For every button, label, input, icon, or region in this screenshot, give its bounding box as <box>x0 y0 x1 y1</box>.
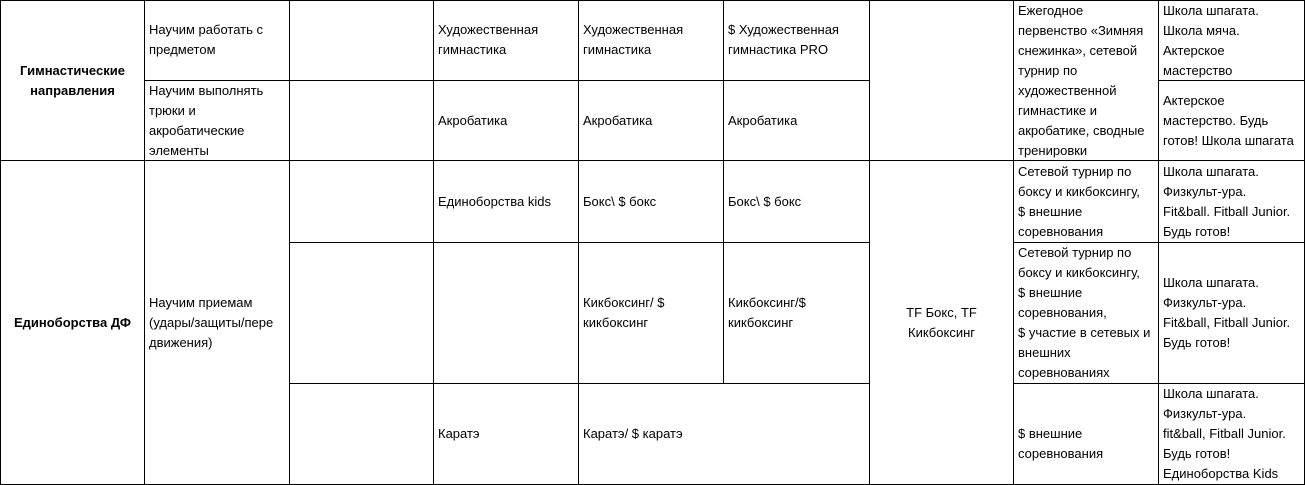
text-line: Кикбоксинг/$ <box>728 295 806 310</box>
text-line: соревнования <box>1018 223 1104 239</box>
text-line: Будь готов! <box>1163 335 1231 350</box>
text-line: Каратэ <box>438 426 480 441</box>
text-line: боксу и кикбоксингу, <box>1018 183 1140 199</box>
text-line: Научим работать с <box>149 22 263 37</box>
text-line: художественной <box>1018 83 1117 98</box>
text-line: акробатике, сводные <box>1018 123 1145 138</box>
level1-rhythmic <box>433 0 579 81</box>
text-line: Школа шпагата. <box>1163 275 1259 290</box>
text-line: мастерство <box>1163 63 1233 78</box>
empty-cell <box>289 242 434 384</box>
category-line: Единоборства ДФ <box>13 314 132 330</box>
text-line: Художественная <box>438 22 539 37</box>
extras-rhythmic <box>1158 0 1305 81</box>
text-line: Научим выполнять <box>149 82 264 98</box>
events-gymnastics <box>1013 0 1159 161</box>
text-line: Ежегодное <box>1018 3 1084 18</box>
text-line: Единоборства Kids <box>1163 466 1279 481</box>
text-line: соревнования, <box>1018 305 1107 320</box>
text-line: Художественная <box>583 22 684 37</box>
text-line: готов! Школа шпагата <box>1163 132 1294 148</box>
text-line: Акробатика <box>438 112 508 128</box>
empty-cell <box>433 242 579 384</box>
text-line: Бокс\ $ бокс <box>583 193 657 209</box>
text-line: Будь готов! <box>1163 223 1231 239</box>
level2-karate <box>578 383 870 485</box>
level2-boxing <box>578 160 724 243</box>
text-line: $ участие в сетевых и <box>1018 325 1151 340</box>
text-line: fit&ball, Fitball Junior. <box>1163 426 1286 441</box>
category-martial <box>0 160 145 485</box>
text-line: гимнастика <box>438 42 507 57</box>
tf-martial <box>869 160 1014 485</box>
category-gymnastics <box>0 0 145 161</box>
text-line: $ Художественная <box>728 22 839 37</box>
text-line: Кикбоксинг <box>908 324 975 340</box>
extras-kickboxing <box>1158 242 1305 384</box>
text-line: Fit&ball. Fitball Junior. <box>1163 203 1291 219</box>
text-line: Fit&ball, Fitball Junior. <box>1163 315 1291 330</box>
text-line: гимнастика <box>583 42 652 57</box>
text-line: первенство «Зимняя <box>1018 23 1144 38</box>
events-boxing <box>1013 160 1159 243</box>
text-line: снежинка», сетевой <box>1018 43 1138 58</box>
text-line: турнир по <box>1018 63 1078 78</box>
level2-acrobatics <box>578 80 724 161</box>
text-line: Физкульт-ура. <box>1163 183 1247 199</box>
text-line: кикбоксинг <box>583 315 649 330</box>
text-line: Школа шпагата. <box>1163 163 1259 179</box>
text-line: акробатические <box>149 122 245 138</box>
empty-cell <box>869 0 1014 161</box>
text-line: Бокс\ $ бокс <box>728 193 802 209</box>
events-kickboxing <box>1013 242 1159 384</box>
text-line: движения) <box>149 334 213 350</box>
level2-kickboxing <box>578 242 724 384</box>
text-line: Школа шпагата. <box>1163 386 1259 401</box>
text-line: Школа мяча. <box>1163 23 1240 38</box>
text-line: гимнастике и <box>1018 103 1098 118</box>
text-line: соревнования <box>1018 446 1104 461</box>
extras-boxing <box>1158 160 1305 243</box>
text-line: Кикбоксинг/ $ <box>583 295 665 310</box>
text-line: Актерское <box>1163 92 1225 108</box>
text-line: элементы <box>149 142 209 158</box>
text-line: TF Бокс, TF <box>906 304 977 320</box>
text-line: $ внешние <box>1018 285 1083 300</box>
text-line: Физкульт-ура. <box>1163 406 1247 421</box>
text-line: Сетевой турнир по <box>1018 163 1132 179</box>
empty-cell <box>289 383 434 485</box>
empty-cell <box>289 0 434 81</box>
text-line: (удары/защиты/пере <box>149 314 274 330</box>
events-karate <box>1013 383 1159 485</box>
text-line: Сетевой турнир по <box>1018 245 1132 260</box>
goal-rhythmic <box>144 0 290 81</box>
text-line: Научим приемам <box>149 294 253 310</box>
text-line: внешних <box>1018 345 1071 360</box>
level1-boxing <box>433 160 579 243</box>
level3-acrobatics <box>723 80 870 161</box>
text-line: предметом <box>149 42 216 57</box>
text-line: $ внешние <box>1018 426 1083 441</box>
text-line: $ внешние <box>1018 203 1083 219</box>
level3-rhythmic <box>723 0 870 81</box>
text-line: боксу и кикбоксингу, <box>1018 265 1140 280</box>
text-line: Единоборства kids <box>438 193 552 209</box>
text-line: Акробатика <box>583 112 653 128</box>
text-line: соревнованиях <box>1018 365 1110 380</box>
text-line: тренировки <box>1018 143 1088 158</box>
goal-martial <box>144 160 290 485</box>
extras-acrobatics <box>1158 80 1305 161</box>
level3-kickboxing <box>723 242 870 384</box>
extras-karate <box>1158 383 1305 485</box>
empty-cell <box>289 160 434 243</box>
empty-cell <box>289 80 434 161</box>
level3-boxing <box>723 160 870 243</box>
text-line: Будь готов! <box>1163 446 1231 461</box>
text-line: Школа шпагата. <box>1163 3 1259 18</box>
text-line: Актерское <box>1163 43 1225 58</box>
text-line: Акробатика <box>728 112 798 128</box>
text-line: Физкульт-ура. <box>1163 295 1247 310</box>
level2-rhythmic <box>578 0 724 81</box>
text-line: мастерство. Будь <box>1163 112 1269 128</box>
goal-acrobatics <box>144 80 290 161</box>
level1-acrobatics <box>433 80 579 161</box>
text-line: Каратэ/ $ каратэ <box>583 426 683 441</box>
category-line: направления <box>30 82 115 98</box>
text-line: трюки и <box>149 102 196 118</box>
text-line: кикбоксинг <box>728 315 794 330</box>
level1-karate <box>433 383 579 485</box>
text-line: гимнастика PRO <box>728 42 829 57</box>
category-line: Гимнастические <box>20 62 125 78</box>
